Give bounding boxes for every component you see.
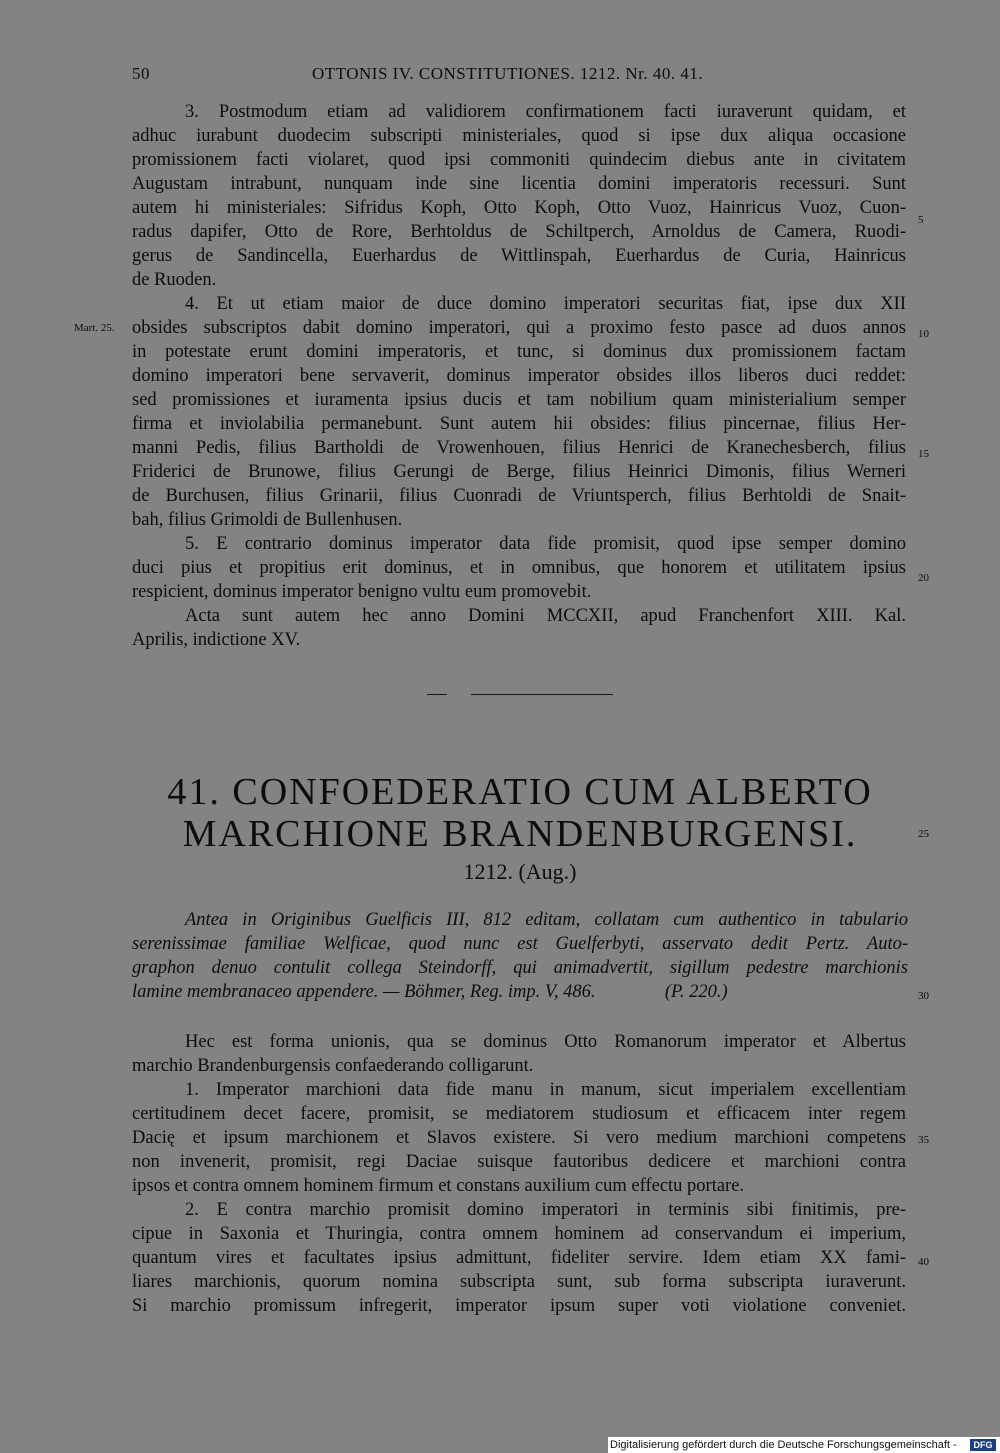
- text-line: Acta sunt autem hec anno Domini MCCXII, apud Franchenfort XIII. Kal.: [185, 606, 906, 626]
- text-line: bah, filius Grimoldi de Bullenhusen.: [132, 510, 403, 530]
- line-number: 20: [918, 572, 929, 584]
- note-line: graphon denuo contulit collega Steindorff, qui animadvertit, sigillum pedestre marchionis: [132, 958, 908, 978]
- text-line: 3. Postmodum etiam ad validiorem confirmationem facti iuraverunt quidam, et: [185, 102, 906, 122]
- text-line: autem hi ministeriales: Sifridus Koph, Otto Koph, Otto Vuoz, Hainricus Vuoz, Cuon-: [132, 198, 906, 218]
- text-line: duci pius et propitius erit dominus, et in omnibus, que honorem et utilitatem ipsius: [132, 558, 906, 578]
- line-number: 35: [918, 1134, 929, 1146]
- credit-text: Digitalisierung gefördert durch die Deutsche Forschungsgemeinschaft -: [610, 1439, 957, 1451]
- text-line: Si marchio promissum infregerit, imperator ipsum super voti violatione conveniet.: [132, 1296, 906, 1316]
- line-number: 30: [918, 990, 929, 1002]
- dfg-logo[interactable]: DFG: [970, 1439, 996, 1451]
- line-number: 5: [918, 214, 924, 226]
- text-line: Aprilis, indictione XV.: [132, 630, 301, 650]
- digitization-credit: [608, 1437, 1000, 1453]
- note-line: Antea in Originibus Guelficis III, 812 editam, collatam cum authentico in tabulario: [185, 910, 908, 930]
- running-header: [132, 64, 908, 88]
- margin-date-note: Mart. 25.: [74, 322, 115, 334]
- separator-rule-short: [427, 694, 447, 695]
- text-line: Dacię et ipsum marchionem et Slavos existere. Si vero medium marchioni competens: [132, 1128, 906, 1148]
- line-number: 15: [918, 448, 929, 460]
- line-number: 25: [918, 828, 929, 840]
- text-line: domino imperatori bene servaverit, dominus imperator obsides illos liberos duci reddet:: [132, 366, 906, 386]
- separator-rule: [471, 694, 613, 695]
- document-date: 1212. (Aug.): [463, 859, 577, 884]
- text-line: 1. Imperator marchioni data fide manu in manum, sicut imperialem excellentiam: [185, 1080, 906, 1100]
- text-line: respicient, dominus imperator benigno vultu eum promovebit.: [132, 582, 592, 602]
- text-line: ipsos et contra omnem hominem firmum et constans auxilium cum effectu portare.: [132, 1176, 745, 1196]
- text-line: 2. E contra marchio promisit domino imperatori in terminis sibi finitimis, pre-: [185, 1200, 906, 1220]
- line-number: 40: [918, 1256, 929, 1268]
- text-line: firma et inviolabilia permanebunt. Sunt autem hii obsides: filius pincernae, filius Her-: [132, 414, 906, 434]
- text-line: marchio Brandenburgensis confaederando colligarunt.: [132, 1056, 534, 1076]
- text-line: de Burchusen, filius Grinarii, filius Cuonradi de Vriuntsperch, filius Berhtoldi de Snait-: [132, 486, 906, 506]
- running-title: OTTONIS IV. CONSTITUTIONES. 1212. Nr. 40. 41.: [312, 64, 704, 83]
- text-line: radus dapifer, Otto de Rore, Berhtoldus de Schiltperch, Arnoldus de Camera, Ruodi-: [132, 222, 906, 242]
- text-line: Augustam intrabunt, nunquam inde sine licentia domini imperatoris recessuri. Sunt: [132, 174, 906, 194]
- text-line: quantum vires et facultates ipsius admittunt, fideliter servire. Idem etiam XX fami-: [132, 1248, 906, 1268]
- page-number: 50: [132, 64, 150, 83]
- document-heading-line1: 41. CONFOEDERATIO CUM ALBERTO: [167, 771, 873, 813]
- text-line: de Ruoden.: [132, 270, 217, 290]
- text-line: Friderici de Brunowe, filius Gerungi de Berge, filius Heinrici Dimonis, filius Werneri: [132, 462, 906, 482]
- line-number: 10: [918, 328, 929, 340]
- text-line: non invenerit, promisit, regi Daciae suisque fautoribus dedicere et marchioni contra: [132, 1152, 906, 1172]
- text-line: in potestate erunt domini imperatoris, et tunc, si dominus dux promissionem factam: [132, 342, 906, 362]
- text-line: 4. Et ut etiam maior de duce domino imperatori securitas fiat, ipse dux XII: [185, 294, 906, 314]
- note-line: serenissimae familiae Welficae, quod nunc est Guelferbyti, asservato dedit Pertz. Auto-: [132, 934, 908, 954]
- text-line: gerus de Sandincella, Euerhardus de Wittlinspah, Euerhardus de Curia, Hainricus: [132, 246, 906, 266]
- text-line: sed promissiones et iuramenta ipsius ducis et tam nobilium quam ministerialium semper: [132, 390, 906, 410]
- text-line: certitudinem decet facere, promisit, se mediatorem studiosum et efficacem inter regem: [132, 1104, 906, 1124]
- document-heading-line2: MARCHIONE BRANDENBURGENSI.: [182, 813, 858, 855]
- text-line: obsides subscriptos dabit domino imperatori, qui a proximo festo pasce ad duos annos: [132, 318, 906, 338]
- note-line: lamine membranaceo appendere. — Böhmer, Reg. imp. V, 486. (P. 220.): [132, 982, 728, 1002]
- text-line: adhuc iurabunt duodecim subscripti ministeriales, quod si ipse dux aliqua occasione: [132, 126, 906, 146]
- text-line: 5. E contrario dominus imperator data fide promisit, quod ipse semper domino: [185, 534, 906, 554]
- text-line: cipue in Saxonia et Thuringia, contra omnem hominem ad conservandum ei imperium,: [132, 1224, 906, 1244]
- text-line: manni Pedis, filius Bartholdi de Vrowenhouen, filius Henrici de Kranechesberch, filius: [132, 438, 906, 458]
- text-line: liares marchionis, quorum nomina subscripta sunt, sub forma subscripta iuraverunt.: [132, 1272, 906, 1292]
- text-line: promissionem facti violaret, quod ipsi commoniti quindecim diebus ante in civitatem: [132, 150, 906, 170]
- text-line: Hec est forma unionis, qua se dominus Otto Romanorum imperator et Albertus: [185, 1032, 906, 1052]
